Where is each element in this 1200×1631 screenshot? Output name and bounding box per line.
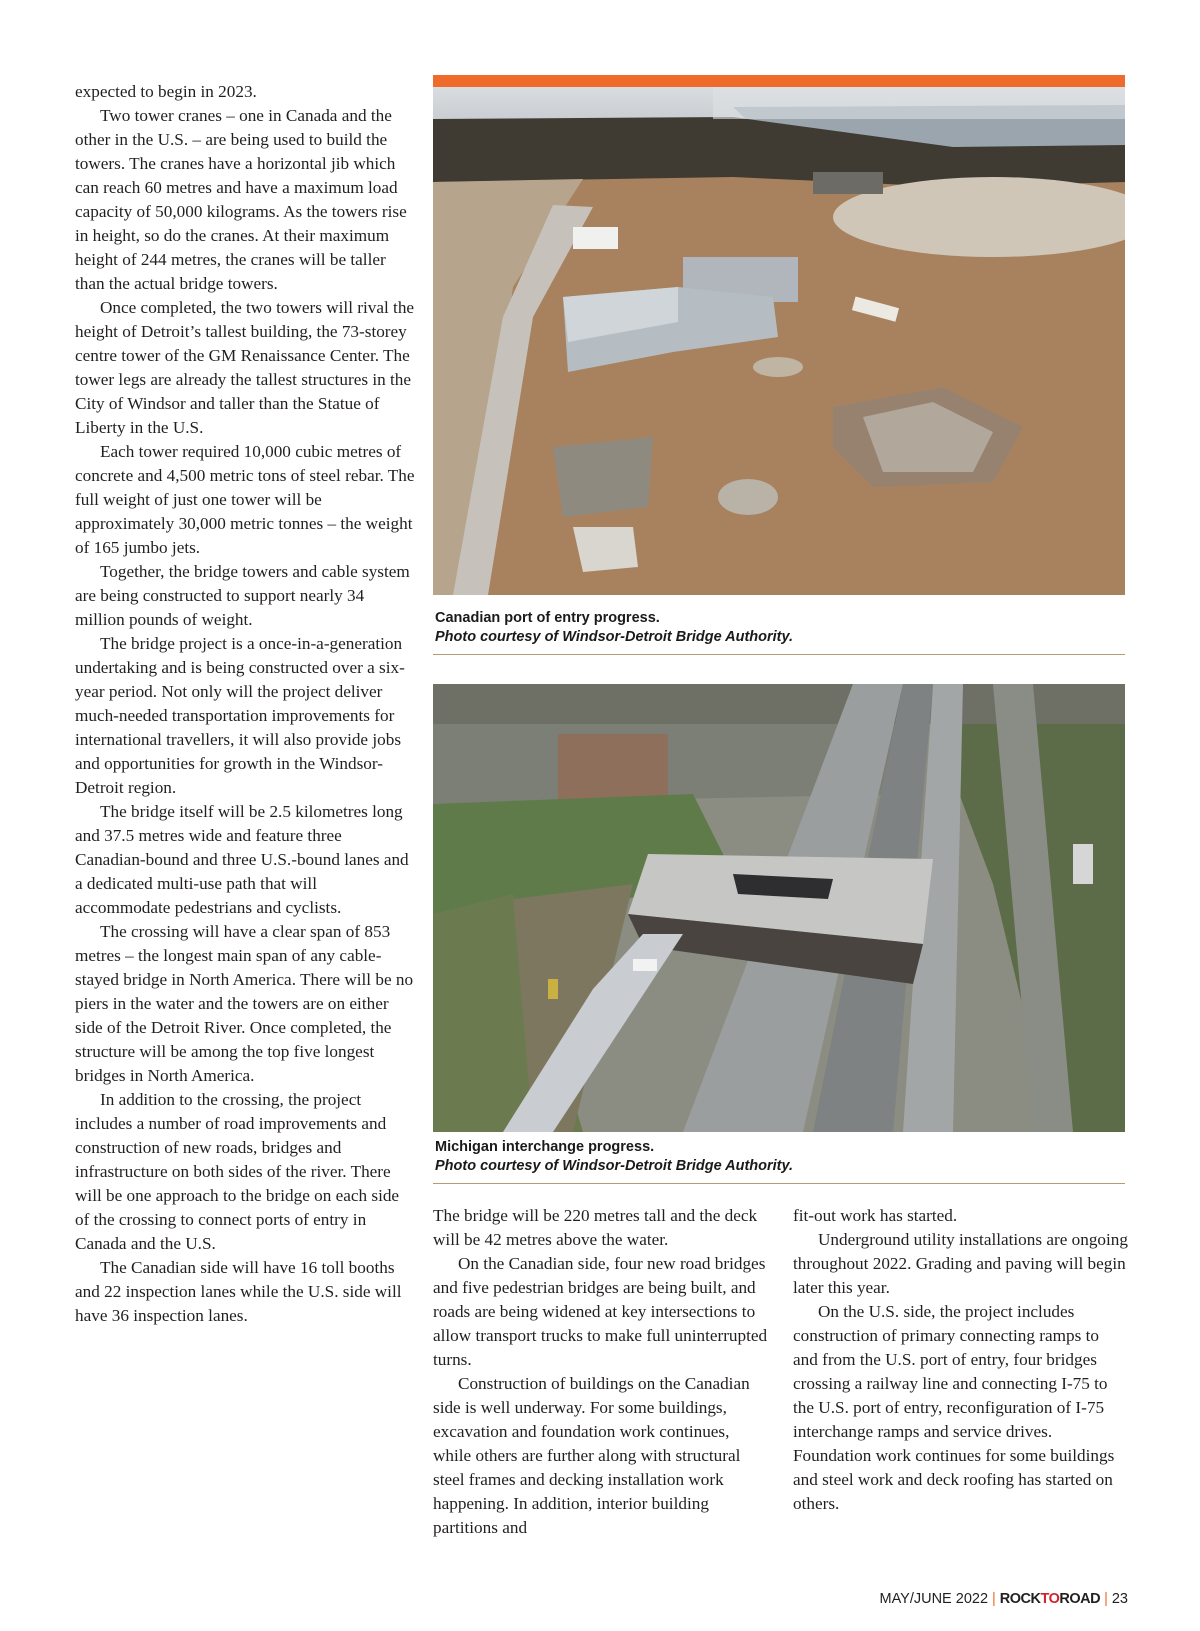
paragraph: The bridge will be 220 metres tall and the deck will be 42 metres above the water.: [433, 1206, 758, 1249]
paragraph: fit-out work has started.: [793, 1206, 958, 1225]
paragraph: Each tower required 10,000 cubic metres of concrete and 4,500 metric tons of steel rebar. The full weight of just one tower will be approximately 30,000 metric tonnes – the weight of 165 jumbo jets.: [75, 442, 415, 557]
interchange-aerial-image: [433, 684, 1125, 1132]
michigan-interchange-photo: [433, 684, 1125, 1132]
issue-date: MAY/JUNE 2022: [879, 1591, 989, 1607]
paragraph: The Canadian side will have 16 toll booths and 22 inspection lanes while the U.S. side will have 36 inspection lanes.: [75, 1258, 402, 1325]
paragraph: On the U.S. side, the project includes construction of primary connecting ramps to and from the U.S. port of entry, four bridges crossing a railway line and connecting I-75 to the U.S. port of entry, reconfiguration of I-75 interchange ramps and service drives. Foundation work continues for some buildings and steel work and deck roofing has started on others.: [793, 1302, 1115, 1513]
page-number: 23: [1111, 1591, 1128, 1607]
caption-credit: Photo courtesy of Windsor-Detroit Bridge Authority.: [435, 629, 794, 645]
paragraph: Construction of buildings on the Canadian side is well underway. For some buildings, excavation and foundation work continues, while others are further along with structural steel frames and decking installation work happening. In addition, interior building partitions and: [433, 1374, 750, 1537]
article-column-left: [75, 80, 415, 1328]
paragraph: The crossing will have a clear span of 853 metres – the longest main span of any cable-stayed bridge in North America. There will be no piers in the water and the towers are on either side of the Detroit River. Once completed, the structure will be among the top five longest bridges in North America.: [75, 922, 414, 1085]
paragraph: Underground utility installations are ongoing throughout 2022. Grading and paving will begin later this year.: [793, 1230, 1128, 1297]
footer-separator: |: [1104, 1591, 1108, 1607]
photo-top-accent-bar: [433, 75, 1125, 87]
page-footer: [879, 1591, 1128, 1607]
magazine-brand: [1000, 1591, 1100, 1607]
photo-caption: [435, 609, 1125, 647]
paragraph: In addition to the crossing, the project includes a number of road improvements and construction of new roads, bridges and infrastructure on both sides of the river. There will be one approach to the bridge on each side of the crossing to connect ports of entry in Canada and the U.S.: [75, 1090, 400, 1253]
canadian-port-photo: [433, 87, 1125, 595]
brand-part: TO: [1040, 1591, 1060, 1607]
article-column-middle: [433, 1204, 770, 1540]
caption-title: Canadian port of entry progress.: [435, 610, 660, 626]
photo-caption: [435, 1138, 1125, 1176]
paragraph: Together, the bridge towers and cable system are being constructed to support nearly 34 million pounds of weight.: [75, 562, 410, 629]
brand-part: ROCK: [999, 1591, 1041, 1607]
paragraph: The bridge itself will be 2.5 kilometres long and 37.5 metres wide and feature three Canadian-bound and three U.S.-bound lanes and a dedicated multi-use path that will accommodate pedestrians and cyclists.: [75, 802, 409, 917]
brand-part: ROAD: [1059, 1591, 1101, 1607]
paragraph: Two tower cranes – one in Canada and the other in the U.S. – are being used to build the towers. The cranes have a horizontal jib which can reach 60 metres and have a maximum load capacity of 50,000 kilograms. As the towers rise in height, so do the cranes. At their maximum height of 244 metres, the cranes will be taller than the actual bridge towers.: [75, 106, 407, 293]
caption-title: Michigan interchange progress.: [435, 1139, 655, 1155]
caption-divider: [433, 1183, 1125, 1184]
construction-site-aerial-image: [433, 87, 1125, 595]
paragraph: On the Canadian side, four new road bridges and five pedestrian bridges are being built, and roads are being widened at key intersections to allow transport trucks to make full uninterrupted turns.: [433, 1254, 768, 1369]
caption-divider: [433, 654, 1125, 655]
article-column-right: [793, 1204, 1128, 1516]
paragraph: expected to begin in 2023.: [75, 82, 257, 101]
footer-separator: |: [992, 1591, 996, 1607]
caption-credit: Photo courtesy of Windsor-Detroit Bridge Authority.: [435, 1158, 794, 1174]
paragraph: Once completed, the two towers will rival the height of Detroit’s tallest building, the 73-storey centre tower of the GM Renaissance Center. The tower legs are already the tallest structures in the City of Windsor and taller than the Statue of Liberty in the U.S.: [75, 298, 415, 437]
paragraph: The bridge project is a once-in-a-generation undertaking and is being constructed over a six-year period. Not only will the project deliver much-needed transportation improvements for international travellers, it will also provide jobs and opportunities for growth in the Windsor-Detroit region.: [75, 634, 405, 797]
